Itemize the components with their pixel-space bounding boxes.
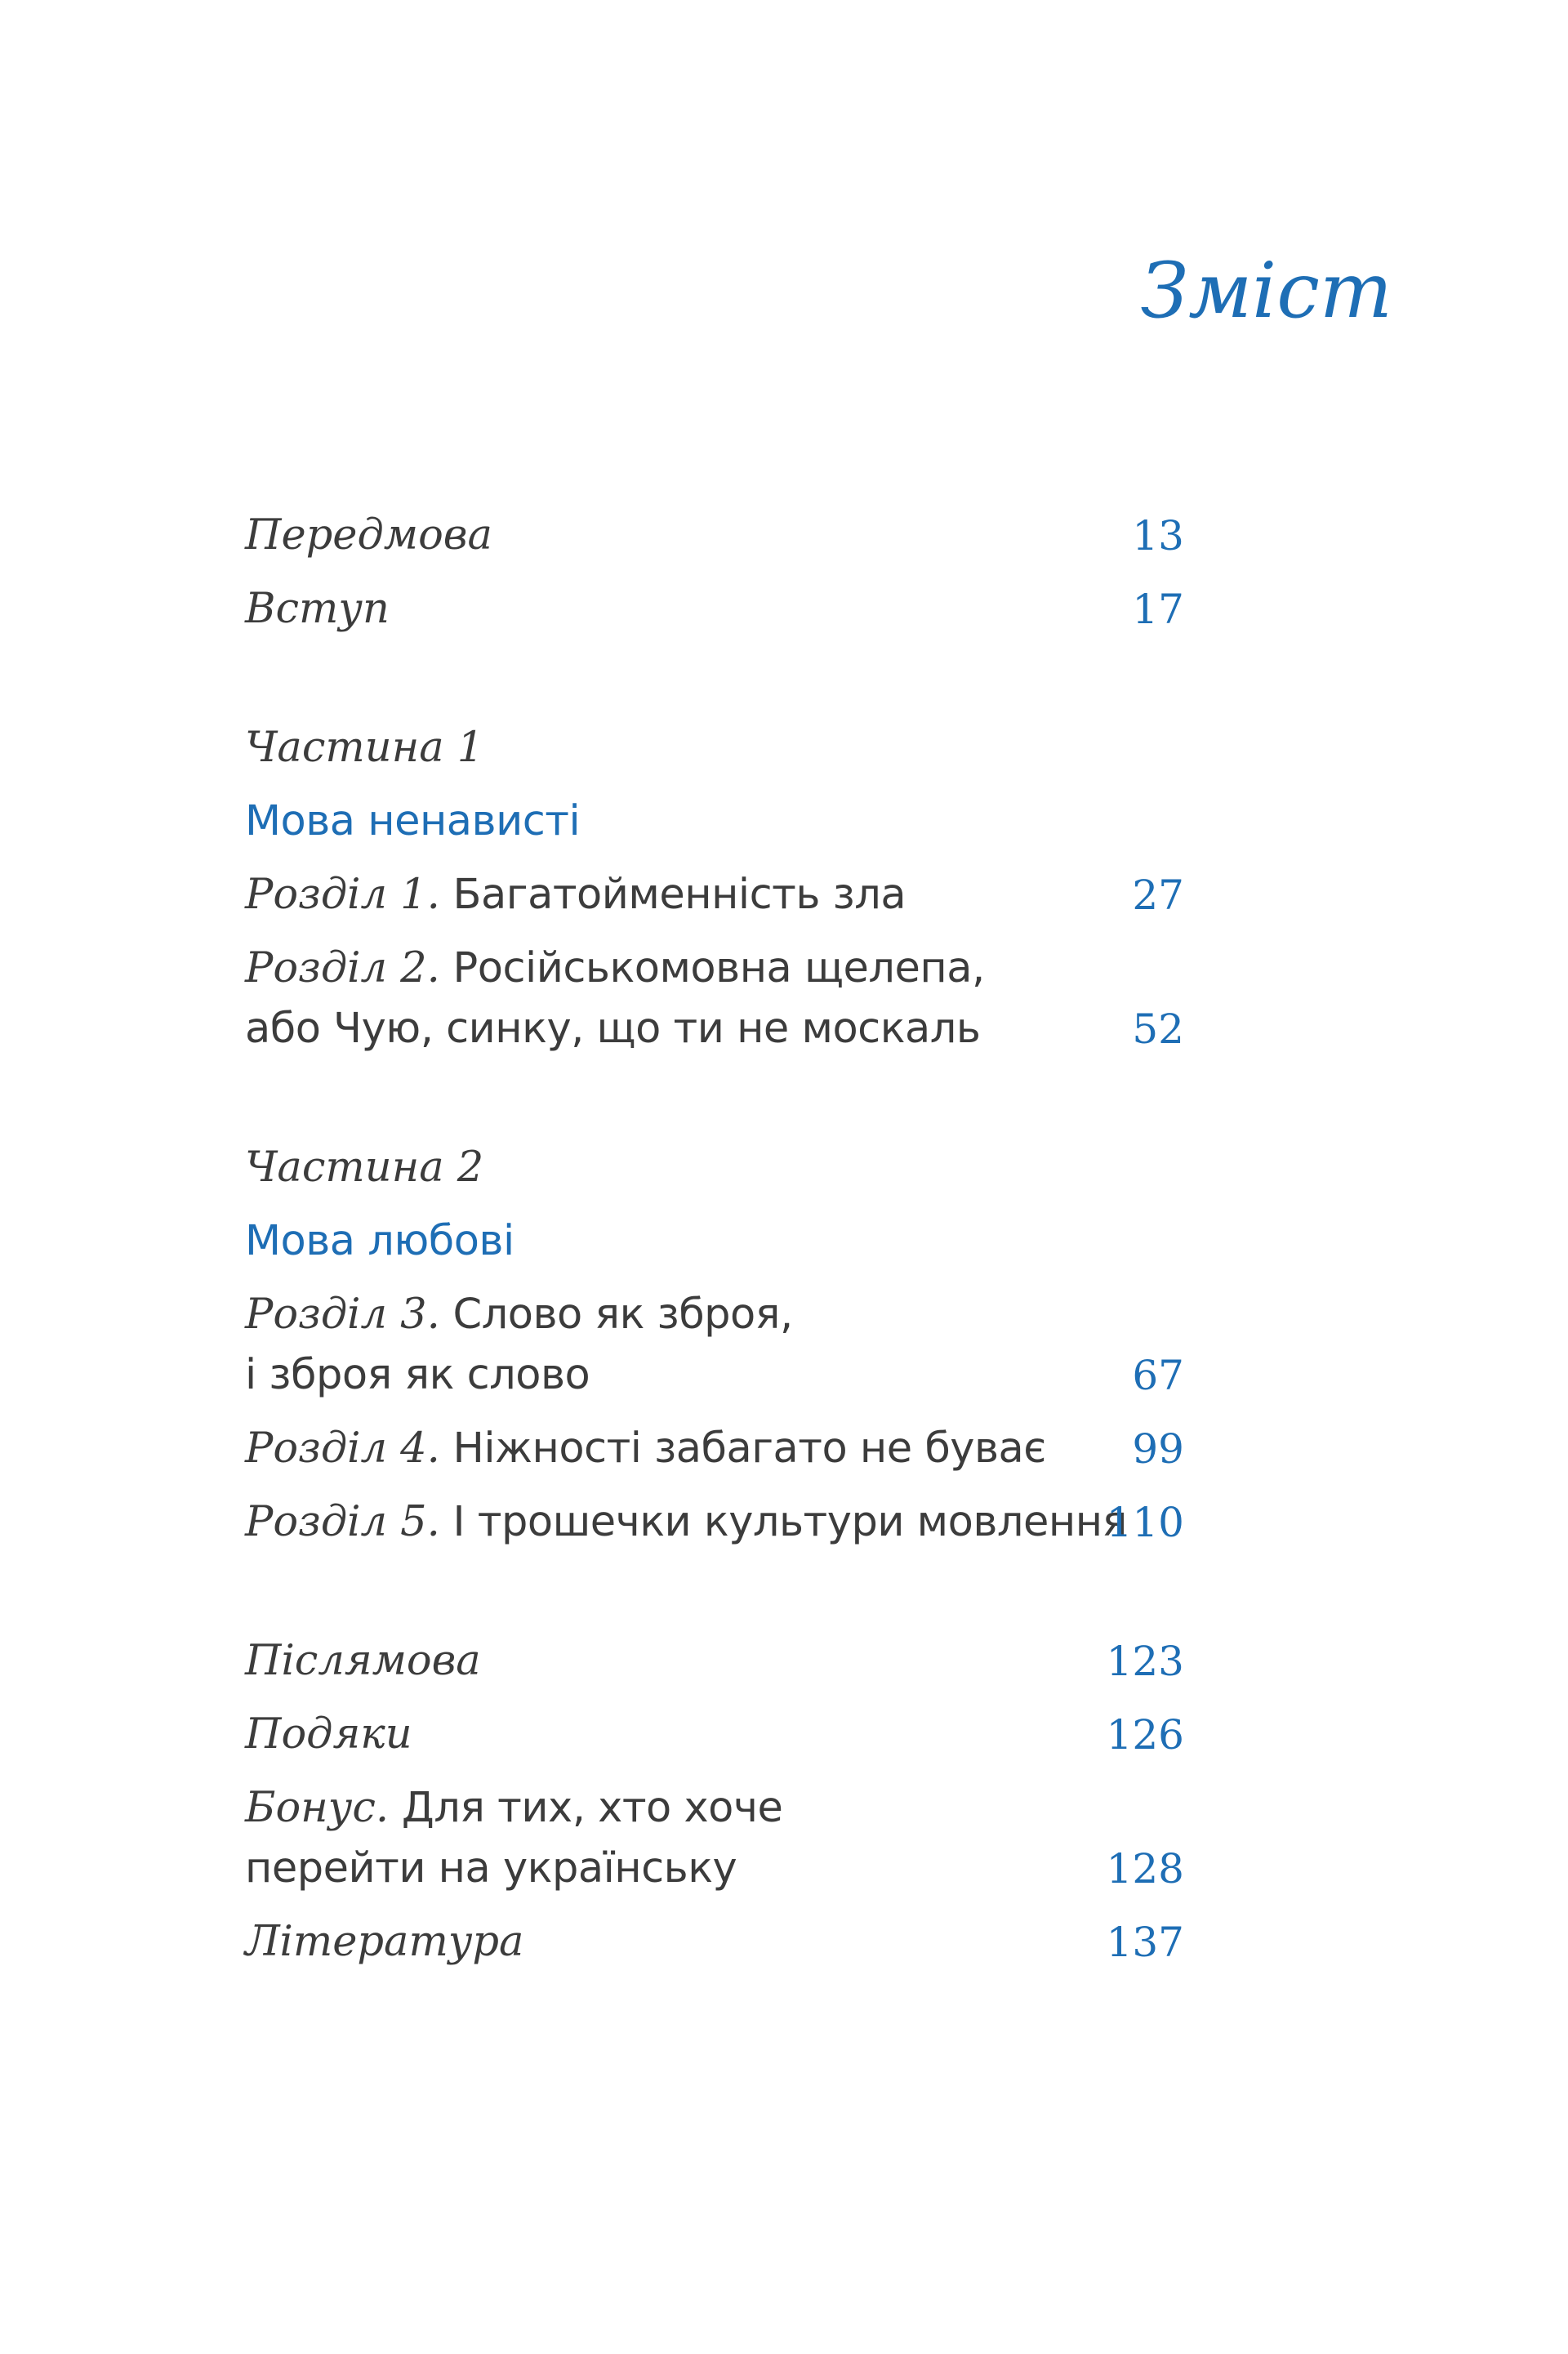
toc-entry — [245, 1492, 1184, 1553]
entry-page-number: 52 — [1132, 1005, 1184, 1053]
entry-label-regular: і зброя як слово — [245, 1351, 590, 1399]
entry-page-number: 137 — [1106, 1919, 1184, 1966]
entry-label-italic: Література — [245, 1918, 524, 1966]
entry-title-line — [245, 1705, 412, 1765]
entry-title — [245, 938, 985, 1059]
toc-heading-row — [245, 1138, 1184, 1198]
toc-entry — [245, 1419, 1184, 1479]
entry-page-number: 99 — [1132, 1425, 1184, 1473]
toc-part-title: Мова ненависті — [245, 797, 581, 845]
entry-label-regular: Слово як зброя, — [439, 1291, 793, 1339]
entry-label-italic: Бонус. — [245, 1784, 390, 1832]
entry-label-regular: Для тих, хто хоче — [389, 1784, 783, 1832]
toc-entry — [245, 865, 1184, 925]
entry-label-italic: Розділ 4. — [245, 1424, 440, 1473]
entry-label-italic: Вступ — [245, 585, 390, 633]
toc-heading-row — [245, 791, 1184, 852]
toc-entry — [245, 506, 1184, 566]
entry-label-italic: Післямова — [245, 1637, 481, 1685]
entry-title-line — [245, 938, 985, 999]
toc-entry — [245, 1912, 1184, 1973]
entry-label-regular: перейти на українську — [245, 1844, 737, 1893]
toc-part-label: Частина 2 — [245, 1144, 484, 1192]
entry-page-number: 128 — [1106, 1845, 1184, 1893]
toc-part-title: Мова любові — [245, 1217, 514, 1265]
entry-title — [245, 865, 906, 925]
entry-title-line — [245, 1492, 1127, 1553]
entry-label-italic: Розділ 2. — [245, 944, 440, 992]
entry-title-line — [245, 1631, 481, 1692]
entry-title — [245, 579, 390, 640]
toc-entry — [245, 938, 1184, 1059]
entry-title-line — [245, 1839, 782, 1899]
toc-list — [245, 506, 1184, 1973]
entry-title — [245, 1285, 793, 1406]
toc-entry — [245, 1778, 1184, 1899]
entry-title — [245, 1705, 412, 1765]
entry-label-italic: Розділ 5. — [245, 1498, 440, 1546]
entry-title — [245, 1492, 1127, 1553]
entry-title-line — [245, 1778, 782, 1839]
entry-title-line — [245, 999, 985, 1059]
entry-title-line — [245, 1285, 793, 1345]
entry-title-line — [245, 865, 906, 925]
entry-label-regular: Ніжності забагато не буває — [439, 1424, 1046, 1473]
entry-title — [245, 1912, 523, 1973]
entry-label-italic: Передмова — [245, 511, 492, 560]
entry-page-number: 13 — [1132, 512, 1184, 560]
entry-label-italic: Розділ 1. — [245, 871, 440, 919]
entry-page-number: 123 — [1106, 1638, 1184, 1685]
entry-label-regular: Російськомовна щелепа, — [439, 944, 985, 992]
entry-page-number: 17 — [1132, 586, 1184, 633]
entry-title — [245, 1778, 782, 1899]
toc-heading-row — [245, 718, 1184, 778]
entry-title — [245, 506, 492, 566]
entry-label-regular: або Чую, синку, що ти не москаль — [245, 1005, 981, 1053]
entry-label-regular: Багатойменність зла — [439, 871, 906, 919]
entry-title-line — [245, 506, 492, 566]
toc-entry — [245, 1285, 1184, 1406]
entry-page-number: 110 — [1106, 1499, 1184, 1546]
entry-title-line — [245, 1912, 523, 1973]
toc-entry — [245, 1705, 1184, 1765]
toc-heading-row — [245, 1211, 1184, 1272]
entry-label-italic: Розділ 3. — [245, 1291, 440, 1339]
page-title: Зміст — [1140, 247, 1392, 336]
toc-part-label: Частина 1 — [245, 724, 484, 772]
entry-title-line — [245, 579, 390, 640]
entry-label-italic: Подяки — [245, 1710, 412, 1759]
toc-entry — [245, 579, 1184, 640]
entry-title-line — [245, 1419, 1046, 1479]
entry-page-number: 126 — [1106, 1711, 1184, 1759]
entry-title — [245, 1419, 1046, 1479]
entry-page-number: 67 — [1132, 1352, 1184, 1399]
entry-title-line — [245, 1345, 793, 1406]
entry-page-number: 27 — [1132, 872, 1184, 919]
toc-entry — [245, 1631, 1184, 1692]
entry-label-regular: І трошечки культури мовлення — [439, 1498, 1127, 1546]
entry-title — [245, 1631, 481, 1692]
